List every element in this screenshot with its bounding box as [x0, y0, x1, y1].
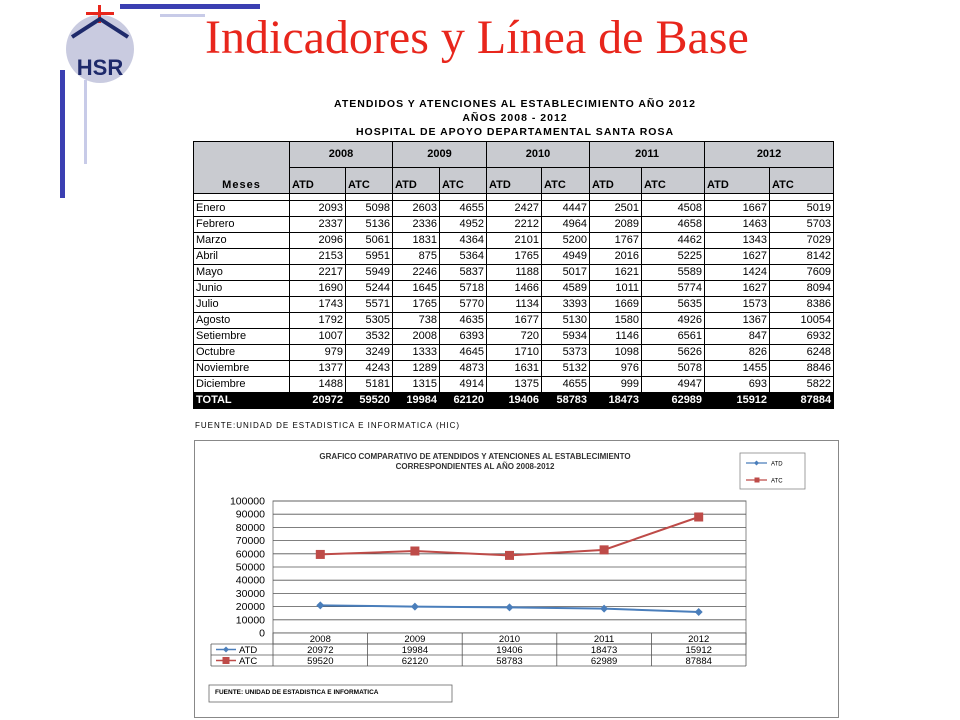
- total-cell: 19406: [487, 393, 542, 409]
- value-cell: 6561: [642, 329, 705, 345]
- sub-header: ATC: [542, 168, 590, 194]
- decor-line-top: [120, 4, 260, 9]
- value-cell: 1765: [393, 297, 440, 313]
- year-header: 2010: [487, 142, 590, 168]
- spacer-cell: [642, 194, 705, 201]
- value-cell: 2153: [290, 249, 346, 265]
- value-cell: 5718: [440, 281, 487, 297]
- month-cell: Agosto: [194, 313, 290, 329]
- table-title-line2: AÑOS 2008 - 2012: [462, 112, 568, 124]
- sub-header: ATC: [440, 168, 487, 194]
- value-cell: 2008: [393, 329, 440, 345]
- value-cell: 5703: [770, 217, 834, 233]
- spacer-cell: [590, 194, 642, 201]
- total-cell: 59520: [346, 393, 393, 409]
- value-cell: 4949: [542, 249, 590, 265]
- value-cell: 4462: [642, 233, 705, 249]
- value-cell: 826: [705, 345, 770, 361]
- total-cell: 62989: [642, 393, 705, 409]
- total-label: TOTAL: [194, 393, 290, 409]
- spacer-row: [194, 194, 834, 201]
- value-cell: 8094: [770, 281, 834, 297]
- value-cell: 1455: [705, 361, 770, 377]
- data-point: [694, 512, 703, 521]
- series-name: ATC: [239, 656, 258, 667]
- value-cell: 5635: [642, 297, 705, 313]
- value-cell: 5136: [346, 217, 393, 233]
- value-cell: 4947: [642, 377, 705, 393]
- spacer-cell: [705, 194, 770, 201]
- month-cell: Enero: [194, 201, 290, 217]
- month-cell: Junio: [194, 281, 290, 297]
- value-cell: 2337: [290, 217, 346, 233]
- value-cell: 5949: [346, 265, 393, 281]
- value-cell: 1580: [590, 313, 642, 329]
- x-tick-label: 2012: [688, 634, 710, 645]
- value-cell: 1710: [487, 345, 542, 361]
- value-cell: 6932: [770, 329, 834, 345]
- spacer-cell: [770, 194, 834, 201]
- value-cell: 1621: [590, 265, 642, 281]
- line-chart: [195, 441, 838, 717]
- total-cell: 18473: [590, 393, 642, 409]
- logo-text: HSR: [76, 55, 124, 80]
- data-label: 62120: [401, 656, 429, 667]
- decor-line-top-light: [160, 14, 205, 17]
- value-cell: 5626: [642, 345, 705, 361]
- data-table: [193, 141, 834, 409]
- value-cell: 2212: [487, 217, 542, 233]
- legend-marker: [223, 647, 229, 653]
- value-cell: 5078: [642, 361, 705, 377]
- value-cell: 2101: [487, 233, 542, 249]
- spacer-cell: [542, 194, 590, 201]
- table-row: [194, 281, 834, 297]
- spacer-cell: [346, 194, 393, 201]
- value-cell: 4635: [440, 313, 487, 329]
- value-cell: 1315: [393, 377, 440, 393]
- value-cell: 3532: [346, 329, 393, 345]
- value-cell: 5770: [440, 297, 487, 313]
- year-header: 2012: [705, 142, 834, 168]
- value-cell: 5098: [346, 201, 393, 217]
- y-tick-label: 100000: [229, 495, 265, 508]
- value-cell: 693: [705, 377, 770, 393]
- value-cell: 875: [393, 249, 440, 265]
- value-cell: 4964: [542, 217, 590, 233]
- value-cell: 1743: [290, 297, 346, 313]
- chart-source: FUENTE: UNIDAD DE ESTADISTICA E INFORMATICA: [215, 689, 379, 696]
- total-cell: 62120: [440, 393, 487, 409]
- value-cell: 5364: [440, 249, 487, 265]
- value-cell: 4655: [440, 201, 487, 217]
- decor-line-left-light: [84, 80, 87, 164]
- value-cell: 1792: [290, 313, 346, 329]
- y-tick-label: 0: [259, 627, 265, 640]
- value-cell: 4914: [440, 377, 487, 393]
- value-cell: 5061: [346, 233, 393, 249]
- value-cell: 2246: [393, 265, 440, 281]
- value-cell: 976: [590, 361, 642, 377]
- total-cell: 20972: [290, 393, 346, 409]
- value-cell: 5373: [542, 345, 590, 361]
- value-cell: 1146: [590, 329, 642, 345]
- value-cell: 1289: [393, 361, 440, 377]
- value-cell: 2016: [590, 249, 642, 265]
- value-cell: 2427: [487, 201, 542, 217]
- value-cell: 1627: [705, 281, 770, 297]
- total-cell: 87884: [770, 393, 834, 409]
- value-cell: 4243: [346, 361, 393, 377]
- hospital-logo: [62, 3, 140, 85]
- month-column-header: Meses: [194, 142, 290, 194]
- sub-header: ATD: [590, 168, 642, 194]
- value-cell: 5951: [346, 249, 393, 265]
- legend-marker: [755, 478, 760, 483]
- table-row: [194, 377, 834, 393]
- value-cell: 1667: [705, 201, 770, 217]
- value-cell: 1343: [705, 233, 770, 249]
- value-cell: 5822: [770, 377, 834, 393]
- table-row: [194, 345, 834, 361]
- value-cell: 4589: [542, 281, 590, 297]
- value-cell: 1188: [487, 265, 542, 281]
- value-cell: 1377: [290, 361, 346, 377]
- spacer-cell: [290, 194, 346, 201]
- data-label: 20972: [307, 645, 334, 656]
- y-tick-label: 40000: [235, 574, 265, 587]
- value-cell: 6393: [440, 329, 487, 345]
- table-row: [194, 329, 834, 345]
- subheader-row: [194, 168, 834, 194]
- value-cell: 1627: [705, 249, 770, 265]
- legend-label: ATC: [771, 478, 783, 485]
- month-cell: Octubre: [194, 345, 290, 361]
- value-cell: 1466: [487, 281, 542, 297]
- total-row: [194, 393, 834, 409]
- value-cell: 5774: [642, 281, 705, 297]
- value-cell: 1134: [487, 297, 542, 313]
- value-cell: 4364: [440, 233, 487, 249]
- y-tick-label: 90000: [235, 508, 265, 521]
- month-cell: Diciembre: [194, 377, 290, 393]
- value-cell: 1333: [393, 345, 440, 361]
- table-row: [194, 249, 834, 265]
- data-label: 19984: [401, 645, 429, 656]
- value-cell: 2096: [290, 233, 346, 249]
- value-cell: 1831: [393, 233, 440, 249]
- value-cell: 4952: [440, 217, 487, 233]
- table-row: [194, 313, 834, 329]
- table-source-note: FUENTE:UNIDAD DE ESTADISTICA E INFORMATICA (HIC): [195, 421, 461, 430]
- spacer-cell: [440, 194, 487, 201]
- y-tick-label: 60000: [235, 548, 265, 561]
- spacer-cell: [393, 194, 440, 201]
- value-cell: 1011: [590, 281, 642, 297]
- value-cell: 5244: [346, 281, 393, 297]
- y-tick-label: 30000: [235, 587, 265, 600]
- value-cell: 4655: [542, 377, 590, 393]
- value-cell: 3393: [542, 297, 590, 313]
- value-cell: 5589: [642, 265, 705, 281]
- value-cell: 999: [590, 377, 642, 393]
- table-row: [194, 201, 834, 217]
- year-header: 2008: [290, 142, 393, 168]
- data-label: 87884: [685, 656, 712, 667]
- value-cell: 1765: [487, 249, 542, 265]
- total-cell: 58783: [542, 393, 590, 409]
- value-cell: 8386: [770, 297, 834, 313]
- value-cell: 1645: [393, 281, 440, 297]
- table-row: [194, 361, 834, 377]
- sub-header: ATD: [487, 168, 542, 194]
- table-row: [194, 233, 834, 249]
- sub-header: ATC: [346, 168, 393, 194]
- sub-header: ATC: [642, 168, 705, 194]
- value-cell: 4926: [642, 313, 705, 329]
- value-cell: 1463: [705, 217, 770, 233]
- value-cell: 847: [705, 329, 770, 345]
- data-label: 59520: [307, 656, 334, 667]
- x-tick-label: 2011: [593, 634, 615, 645]
- value-cell: 5200: [542, 233, 590, 249]
- month-cell: Abril: [194, 249, 290, 265]
- month-cell: Marzo: [194, 233, 290, 249]
- data-point: [505, 551, 514, 560]
- spacer-cell: [487, 194, 542, 201]
- value-cell: 1098: [590, 345, 642, 361]
- x-tick-label: 2010: [498, 634, 521, 645]
- value-cell: 720: [487, 329, 542, 345]
- month-cell: Mayo: [194, 265, 290, 281]
- value-cell: 5305: [346, 313, 393, 329]
- y-tick-label: 70000: [235, 535, 265, 548]
- x-tick-label: 2008: [309, 634, 331, 645]
- month-cell: Febrero: [194, 217, 290, 233]
- page-title: Indicadores y Línea de Base: [205, 11, 749, 64]
- value-cell: 10054: [770, 313, 834, 329]
- chart-frame: [194, 440, 839, 718]
- value-cell: 4645: [440, 345, 487, 361]
- value-cell: 1367: [705, 313, 770, 329]
- value-cell: 5837: [440, 265, 487, 281]
- total-cell: 15912: [705, 393, 770, 409]
- value-cell: 4658: [642, 217, 705, 233]
- value-cell: 2603: [393, 201, 440, 217]
- value-cell: 6248: [770, 345, 834, 361]
- value-cell: 5181: [346, 377, 393, 393]
- legend-label: ATD: [771, 461, 783, 468]
- value-cell: 1573: [705, 297, 770, 313]
- table-row: [194, 297, 834, 313]
- chart-title: GRAFICO COMPARATIVO DE ATENDIDOS Y ATENCIONES AL ESTABLECIMIENTO: [319, 452, 631, 461]
- data-label: 15912: [685, 645, 712, 656]
- value-cell: 5132: [542, 361, 590, 377]
- year-header: 2011: [590, 142, 705, 168]
- x-tick-label: 2009: [404, 634, 426, 645]
- value-cell: 2089: [590, 217, 642, 233]
- data-label: 19406: [496, 645, 523, 656]
- value-cell: 4508: [642, 201, 705, 217]
- value-cell: 979: [290, 345, 346, 361]
- value-cell: 1424: [705, 265, 770, 281]
- chart-subtitle: CORRESPONDIENTES AL AÑO 2008-2012: [395, 462, 555, 471]
- data-label: 18473: [590, 645, 618, 656]
- y-tick-label: 50000: [235, 561, 265, 574]
- y-tick-label: 10000: [235, 614, 265, 627]
- table-title-line3: HOSPITAL DE APOYO DEPARTAMENTAL SANTA ROSA: [355, 126, 675, 138]
- data-point: [316, 550, 325, 559]
- value-cell: 4447: [542, 201, 590, 217]
- value-cell: 1007: [290, 329, 346, 345]
- value-cell: 1488: [290, 377, 346, 393]
- value-cell: 7029: [770, 233, 834, 249]
- value-cell: 4873: [440, 361, 487, 377]
- table-row: [194, 265, 834, 281]
- y-tick-label: 20000: [235, 601, 265, 614]
- table-row: [194, 217, 834, 233]
- value-cell: 5934: [542, 329, 590, 345]
- value-cell: 3249: [346, 345, 393, 361]
- value-cell: 7609: [770, 265, 834, 281]
- value-cell: 2093: [290, 201, 346, 217]
- value-cell: 738: [393, 313, 440, 329]
- value-cell: 2501: [590, 201, 642, 217]
- value-cell: 8142: [770, 249, 834, 265]
- value-cell: 2217: [290, 265, 346, 281]
- month-cell: Julio: [194, 297, 290, 313]
- total-cell: 19984: [393, 393, 440, 409]
- year-header-row: [194, 142, 834, 168]
- data-point: [410, 547, 419, 556]
- value-cell: 5017: [542, 265, 590, 281]
- decor-line-left: [60, 70, 65, 198]
- sub-header: ATD: [290, 168, 346, 194]
- sub-header: ATC: [770, 168, 834, 194]
- sub-header: ATD: [705, 168, 770, 194]
- data-point: [600, 545, 609, 554]
- value-cell: 1375: [487, 377, 542, 393]
- data-label: 58783: [496, 656, 523, 667]
- value-cell: 1677: [487, 313, 542, 329]
- table-title-line1: ATENDIDOS Y ATENCIONES AL ESTABLECIMIENTO AÑO 2012: [334, 98, 696, 110]
- month-cell: Setiembre: [194, 329, 290, 345]
- value-cell: 5571: [346, 297, 393, 313]
- spacer-cell: [194, 194, 290, 201]
- legend-marker: [223, 657, 230, 664]
- value-cell: 1631: [487, 361, 542, 377]
- value-cell: 2336: [393, 217, 440, 233]
- value-cell: 5130: [542, 313, 590, 329]
- sub-header: ATD: [393, 168, 440, 194]
- series-name: ATD: [239, 645, 258, 656]
- value-cell: 1690: [290, 281, 346, 297]
- value-cell: 1669: [590, 297, 642, 313]
- value-cell: 5225: [642, 249, 705, 265]
- year-header: 2009: [393, 142, 487, 168]
- data-label: 62989: [590, 656, 618, 667]
- value-cell: 8846: [770, 361, 834, 377]
- month-cell: Noviembre: [194, 361, 290, 377]
- y-tick-label: 80000: [235, 521, 265, 534]
- value-cell: 5019: [770, 201, 834, 217]
- value-cell: 1767: [590, 233, 642, 249]
